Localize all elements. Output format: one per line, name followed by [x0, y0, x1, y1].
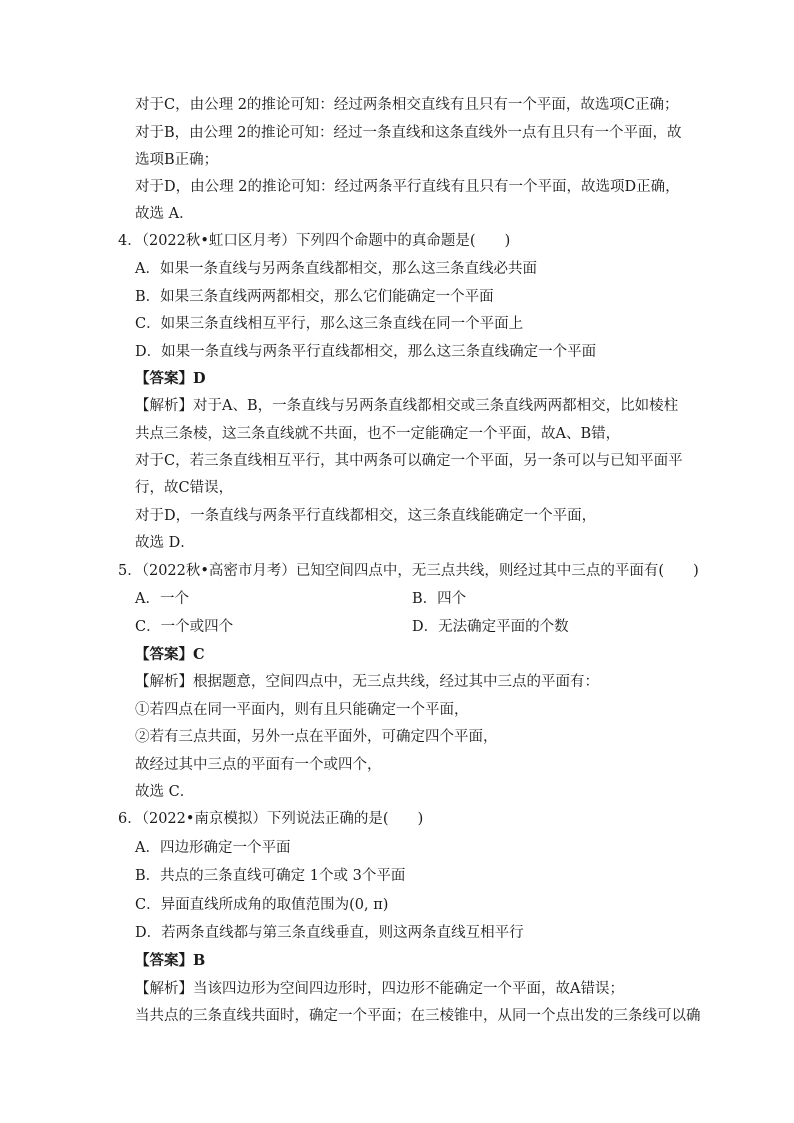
question-4-explanation: 故选 D．	[135, 535, 195, 551]
question-4-stem: 4．（2022秋•虹口区月考）下列四个命题中的真命题是( )	[118, 233, 511, 249]
question-4-answer: 【答案】D	[135, 370, 206, 387]
text-line: 故选 A．	[135, 206, 194, 222]
question-6-option-c: C．异面直线所成角的取值范围为(0, π)	[135, 897, 389, 913]
text-line: 对于C，由公理 2的推论可知：经过两条相交直线有且只有一个平面，故选项C正确；	[135, 97, 679, 113]
question-6-explanation: 【解析】当该四边形为空间四边形时，四边形不能确定一个平面，故A错误；	[135, 981, 624, 997]
question-4-explanation: 对于C，若三条直线相互平行，其中两条可以确定一个平面，另一条可以与已知平面平	[135, 453, 683, 469]
question-5-option-b: B．四个	[412, 591, 467, 607]
question-5-explanation: ②若有三点共面，另外一点在平面外，可确定四个平面，	[135, 729, 498, 745]
question-6-explanation: 当共点的三条直线共面时，确定一个平面；在三棱锥中，从同一个点出发的三条线可以确	[135, 1008, 701, 1024]
question-5-explanation: 【解析】根据题意，空间四点中，无三点共线，经过其中三点的平面有：	[135, 674, 599, 690]
question-4-option-d: D．如果一条直线与两条平行直线都相交，那么这三条直线确定一个平面	[135, 344, 597, 360]
text-line: 选项B正确；	[135, 152, 219, 168]
question-5-option-c: C．一个或四个	[135, 619, 234, 635]
text-line: 对于D，由公理 2的推论可知：经过两条平行直线有且只有一个平面，故选项D正确，	[135, 179, 680, 195]
question-5-explanation: 故选 C．	[135, 784, 195, 800]
question-4-option-a: A．如果一条直线与另两条直线都相交，那么这三条直线必共面	[135, 261, 537, 277]
question-4-explanation: 对于D，一条直线与两条平行直线都相交，这三条直线能确定一个平面，	[135, 508, 597, 524]
question-6-answer: 【答案】B	[135, 952, 206, 969]
question-5-option-d: D．无法确定平面的个数	[412, 619, 569, 635]
question-5-option-a: A．一个	[135, 591, 189, 607]
text-line: 对于B，由公理 2的推论可知：经过一条直线和这条直线外一点有且只有一个平面，故	[135, 125, 682, 141]
question-5-explanation: 故经过其中三点的平面有一个或四个，	[135, 757, 382, 773]
question-4-option-c: C．如果三条直线相互平行，那么这三条直线在同一个平面上	[135, 316, 524, 332]
question-4-explanation: 【解析】对于A、B，一条直线与另两条直线都相交或三条直线两两都相交，比如棱柱	[135, 398, 679, 414]
question-6-stem: 6．（2022•南京模拟）下列说法正确的是( )	[118, 811, 424, 827]
question-6-option-d: D．若两条直线都与第三条直线垂直，则这两条直线互相平行	[135, 925, 524, 941]
question-4-option-b: B．如果三条直线两两都相交，那么它们能确定一个平面	[135, 289, 494, 305]
question-4-explanation: 共点三条棱，这三条直线就不共面，也不一定能确定一个平面，故A、B错，	[135, 426, 621, 442]
question-4-explanation: 行，故C错误，	[135, 480, 234, 496]
question-5-explanation: ①若四点在同一平面内，则有且只能确定一个平面，	[135, 702, 469, 718]
question-5-stem: 5．（2022秋•高密市月考）已知空间四点中，无三点共线，则经过其中三点的平面有( )	[118, 563, 699, 579]
question-5-answer: 【答案】C	[135, 646, 205, 663]
question-6-option-b: B．共点的三条直线可确定 1个或 3个平面	[135, 868, 406, 884]
question-6-option-a: A．四边形确定一个平面	[135, 840, 291, 856]
